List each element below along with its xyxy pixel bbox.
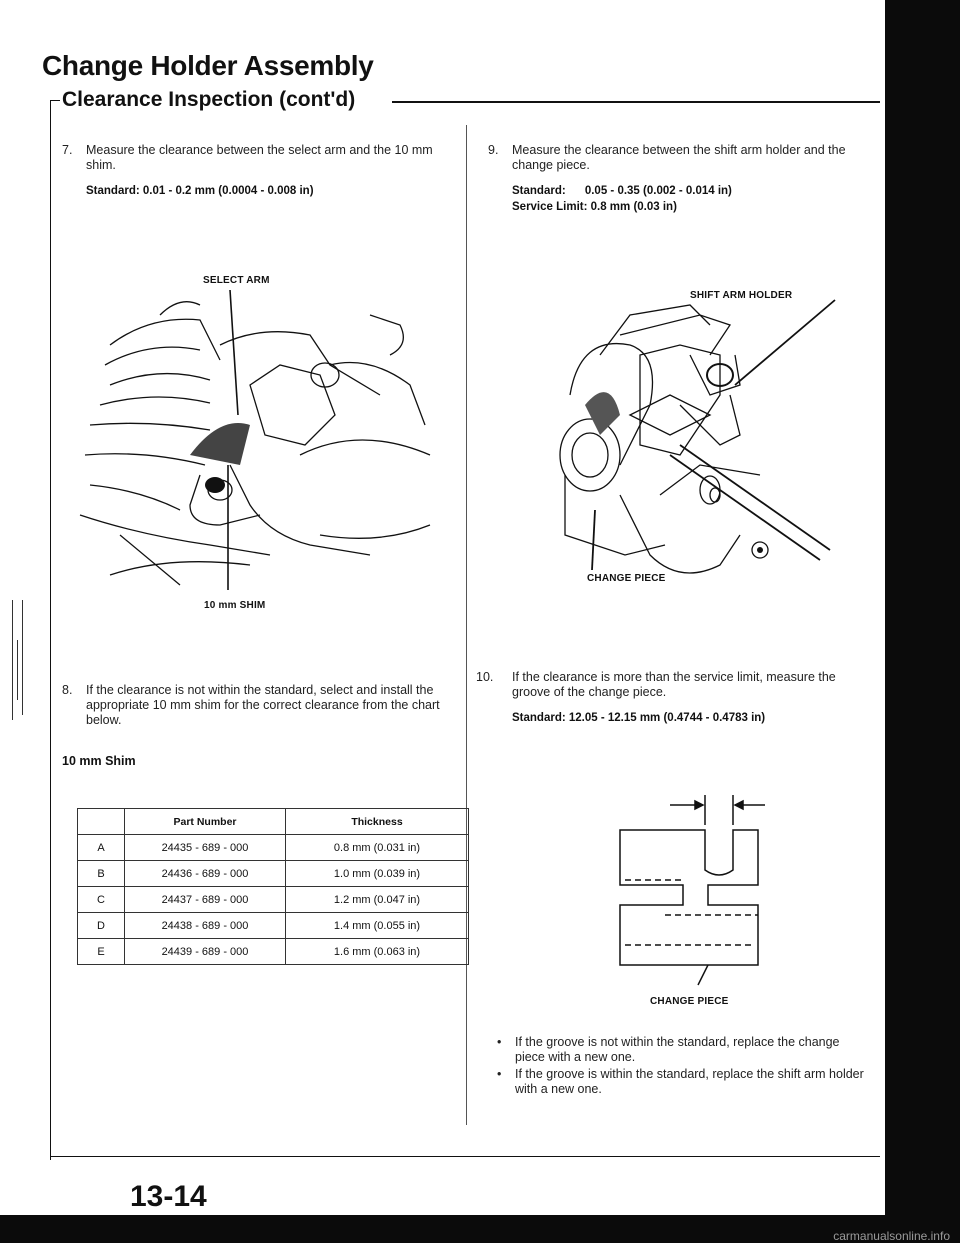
table-row: [78, 861, 469, 887]
column-divider: [466, 125, 467, 1125]
margin-mark: [12, 600, 13, 720]
spec-standard: Standard: 0.05 - 0.35 (0.002 - 0.014 in): [512, 185, 732, 197]
step-8: [62, 683, 452, 728]
watermark: carmanualsonline.info: [833, 1229, 950, 1243]
figure-label: SELECT ARM: [203, 275, 270, 286]
list-item: [497, 1035, 872, 1065]
margin-mark: [17, 640, 18, 700]
table-cell: 24436 - 689 - 000: [125, 861, 286, 887]
spec-service-limit: Service Limit: 0.8 mm (0.03 in): [512, 201, 677, 213]
table-cell: 1.6 mm (0.063 in): [286, 939, 469, 965]
step-7: [62, 143, 452, 173]
table-header: Part Number: [125, 809, 286, 835]
table-cell: 1.4 mm (0.055 in): [286, 913, 469, 939]
bullet-dot: •: [497, 1035, 502, 1049]
left-border: [50, 100, 51, 1160]
step-number: 7.: [62, 143, 73, 157]
table-header: [78, 809, 125, 835]
bullet-dot: •: [497, 1067, 502, 1081]
list-item: [497, 1067, 872, 1097]
step-text: Measure the clearance between the shift arm holder and the change piece.: [512, 143, 846, 172]
figure-label: SHIFT ARM HOLDER: [690, 290, 793, 301]
margin-mark: [22, 600, 23, 715]
table-header: Thickness: [286, 809, 469, 835]
table-header-row: [78, 809, 469, 835]
spec-standard: Standard: 12.05 - 12.15 mm (0.4744 - 0.4783 in): [512, 712, 766, 724]
step-9: [488, 143, 868, 173]
table-cell: 1.0 mm (0.039 in): [286, 861, 469, 887]
table-cell: 24435 - 689 - 000: [125, 835, 286, 861]
table-row: [78, 887, 469, 913]
step-text: If the clearance is not within the standard, select and install the appropriate 10 mm shim for the correct clearance from the chart below.: [86, 683, 440, 727]
table-cell: 24437 - 689 - 000: [125, 887, 286, 913]
page-title: Change Holder Assembly: [42, 50, 374, 81]
spec-standard: Standard: 0.01 - 0.2 mm (0.0004 - 0.008 in): [86, 185, 314, 197]
table-cell: 24439 - 689 - 000: [125, 939, 286, 965]
table-cell: B: [78, 861, 125, 887]
shift-arm-holder-illustration: [530, 295, 870, 595]
page-number: 13-14: [130, 1180, 207, 1213]
section-bracket: [50, 100, 60, 101]
table-cell: E: [78, 939, 125, 965]
table-cell: C: [78, 887, 125, 913]
step-number: 10.: [476, 670, 494, 684]
step-text: Measure the clearance between the select arm and the 10 mm shim.: [86, 143, 433, 172]
table-cell: 24438 - 689 - 000: [125, 913, 286, 939]
table-title: 10 mm Shim: [62, 754, 136, 768]
table-cell: 1.2 mm (0.047 in): [286, 887, 469, 913]
page-edge-shadow: [885, 0, 960, 1215]
section-subtitle: Clearance Inspection (cont'd): [62, 88, 356, 111]
list-item-text: If the groove is within the standard, replace the shift arm holder with a new one.: [515, 1067, 864, 1096]
table-row: [78, 835, 469, 861]
table-row: [78, 939, 469, 965]
list-item-text: If the groove is not within the standard, replace the change piece with a new one.: [515, 1035, 840, 1064]
footer-rule: [50, 1156, 880, 1157]
table-cell: A: [78, 835, 125, 861]
table-row: [78, 913, 469, 939]
page-bottom-edge: [0, 1215, 960, 1243]
bullet-list: [497, 1035, 872, 1097]
step-10: [476, 670, 866, 700]
table-cell: D: [78, 913, 125, 939]
figure-label: CHANGE PIECE: [587, 573, 666, 584]
step-text: If the clearance is more than the service limit, measure the groove of the change piece.: [512, 670, 836, 699]
figure-label: 10 mm SHIM: [204, 600, 266, 611]
step-number: 9.: [488, 143, 499, 157]
change-piece-groove-diagram: [590, 785, 800, 990]
select-arm-illustration: [70, 285, 450, 595]
figure-label: CHANGE PIECE: [650, 996, 729, 1007]
section-rule: [392, 101, 880, 103]
table-cell: 0.8 mm (0.031 in): [286, 835, 469, 861]
step-number: 8.: [62, 683, 73, 697]
shim-table: [77, 808, 469, 965]
